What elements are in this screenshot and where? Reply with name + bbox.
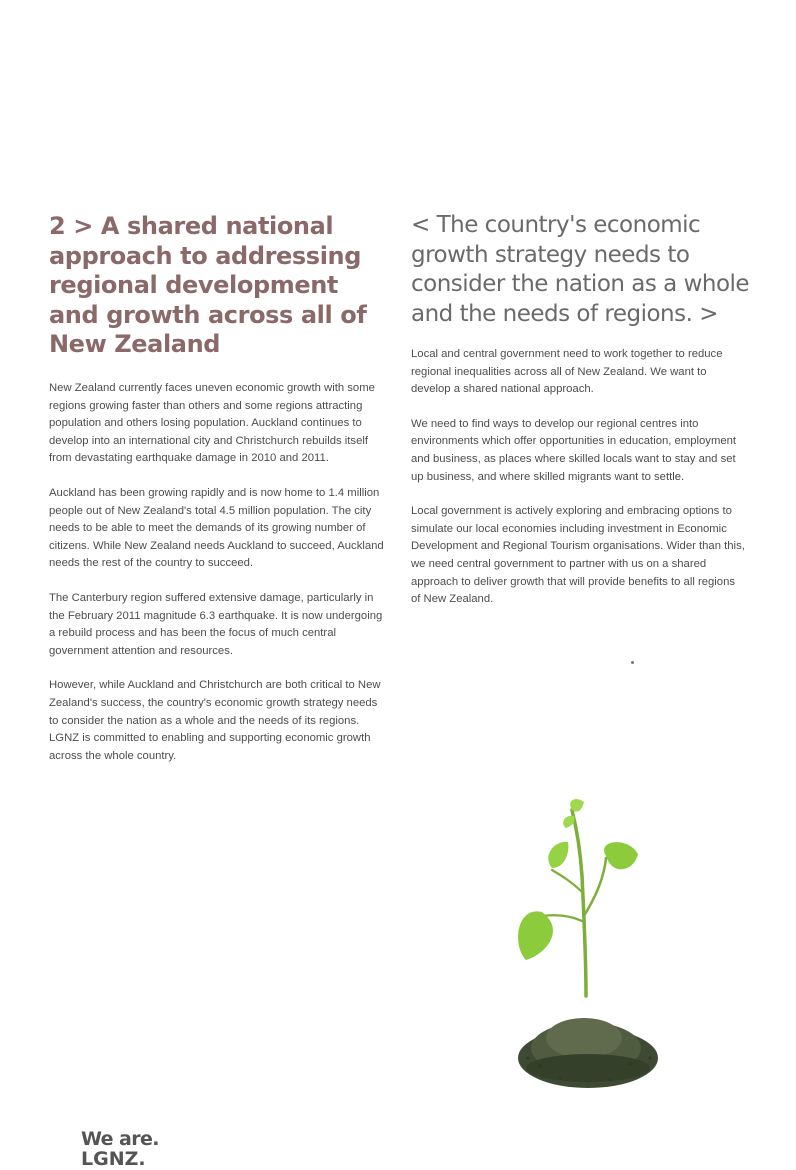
body-paragraph: Auckland has been growing rapidly and is now home to 1.4 million people out of New Zealand's total 4.5 million population. The city needs to be able to meet the demands of its growing number of citizens. While New Zealand needs Auckland to succeed, Auckland needs the rest of the country to succeed. — [49, 486, 384, 570]
section-heading: 2 > A shared national approach to addressing regional development and growth across all of New Zealand — [49, 212, 367, 358]
body-paragraph: The Canterbury region suffered extensive damage, particularly in the February 2011 magnitude 6.3 earthquake. It is now undergoing a rebuild process and has been the focus of much central government attention and resources. — [49, 591, 383, 657]
pull-quote: < The country's economic growth strategy needs to consider the nation as a whole and the needs of regions. > — [411, 212, 750, 327]
body-paragraph: Local government is actively exploring and embracing options to simulate our local economies including investment in Economic Development and Regional Tourism organisations. Wider than this, we need central government to partner with us on a shared approach to deliver growth that will provide benefits to all regions of New Zealand. — [411, 505, 745, 606]
seedling-illustration — [500, 796, 670, 1096]
body-paragraph: We need to find ways to develop our regional centres into environments which offer opportunities in education, employment and business, as places where skilled locals want to stay and set up business, and where skilled migrants want to settle. — [411, 417, 737, 483]
logo-line-1: We are. — [81, 1128, 159, 1150]
left-column — [49, 380, 387, 782]
body-paragraph: New Zealand currently faces uneven economic growth with some regions growing faster than others and some regions attracting population and others losing population. Auckland continues to develop into an international city and Christchurch rebuilds itself from devastating earthquake damage in 2010 and 2011. — [49, 382, 375, 465]
body-paragraph: However, while Auckland and Christchurch are both critical to New Zealand's success, the country's economic growth strategy needs to consider the nation as a whole and the needs of its regions. LGNZ is committed to enabling and supporting economic growth across the whole country. — [49, 679, 381, 762]
body-paragraph: Local and central government need to work together to reduce regional inequalities across all of New Zealand. We want to develop a shared national approach. — [411, 348, 723, 396]
right-column — [411, 346, 747, 626]
speck — [631, 661, 634, 664]
logo-line-2: LGNZ. — [81, 1148, 146, 1170]
